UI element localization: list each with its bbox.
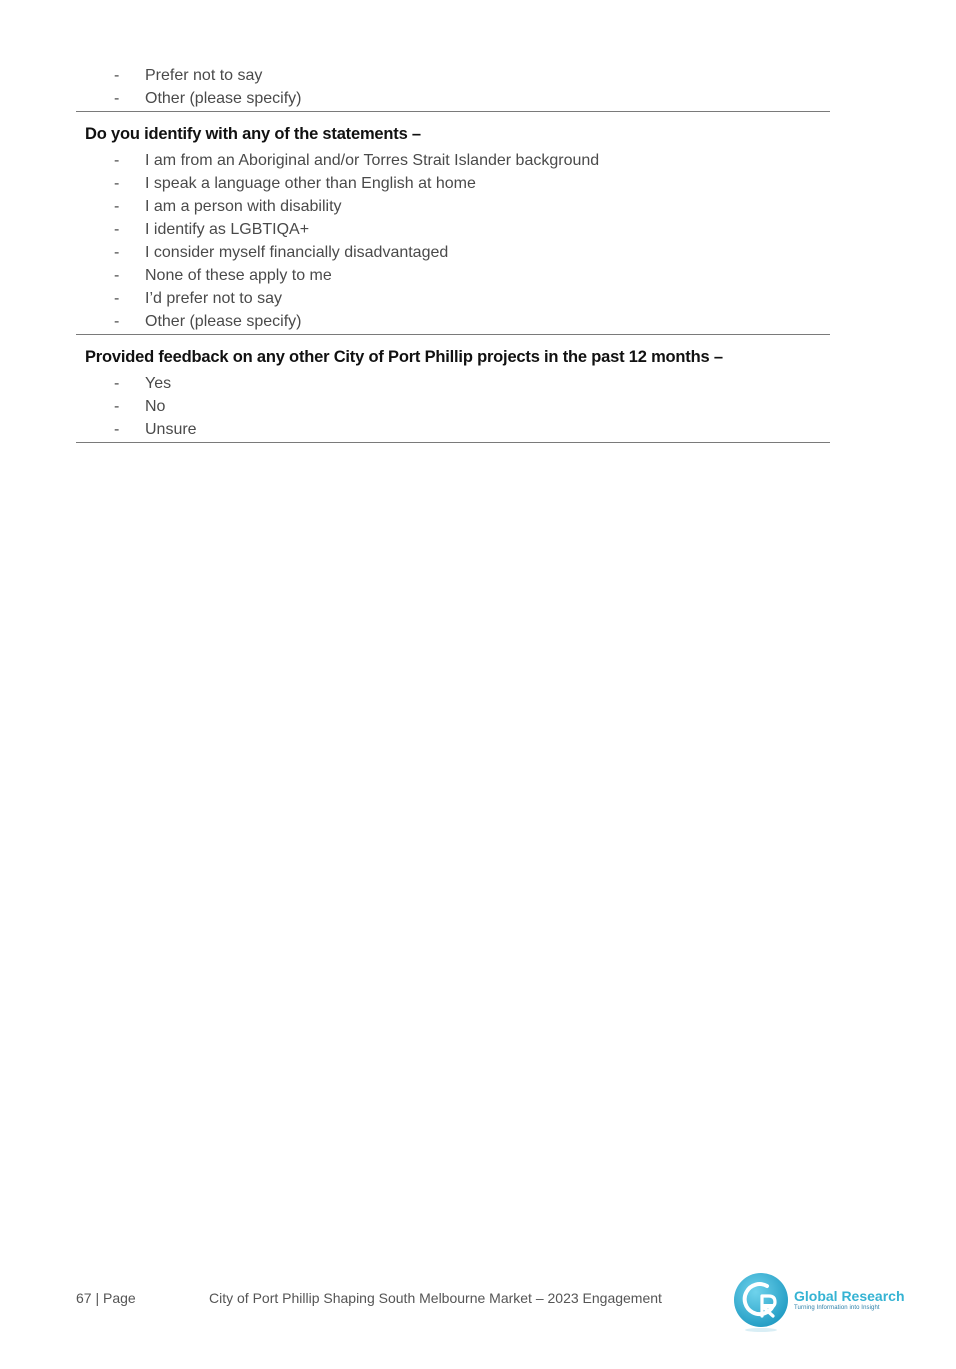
questionnaire-content xyxy=(76,64,830,443)
option-text: Prefer not to say xyxy=(145,67,263,84)
option-list xyxy=(76,149,830,333)
list-item xyxy=(76,195,830,218)
bullet-dash: - xyxy=(114,90,120,107)
option-text: I am from an Aboriginal and/or Torres Strait Islander background xyxy=(145,152,600,169)
list-item xyxy=(76,241,830,264)
option-text: None of these apply to me xyxy=(145,267,332,284)
bullet-dash: - xyxy=(114,313,120,330)
question-section xyxy=(76,123,830,335)
bullet-dash: - xyxy=(114,244,120,261)
gr-logo-icon xyxy=(733,1272,791,1332)
question-section xyxy=(76,346,830,443)
bullet-dash: - xyxy=(114,152,120,169)
list-item xyxy=(76,172,830,195)
bullet-dash: - xyxy=(114,198,120,215)
option-list xyxy=(76,64,830,110)
option-text: I am a person with disability xyxy=(145,198,342,215)
option-text: Unsure xyxy=(145,421,197,438)
list-item xyxy=(76,264,830,287)
bullet-dash: - xyxy=(114,421,120,438)
list-item xyxy=(76,149,830,172)
question-title: Provided feedback on any other City of Port Phillip projects in the past 12 months – xyxy=(85,348,723,366)
bullet-dash: - xyxy=(114,267,120,284)
footer-document-title: City of Port Phillip Shaping South Melbourne Market – 2023 Engagement xyxy=(209,1290,662,1306)
page-number: 67 | Page xyxy=(76,1290,136,1306)
bullet-dash: - xyxy=(114,221,120,238)
section-divider xyxy=(76,111,830,112)
list-item xyxy=(76,287,830,310)
list-item xyxy=(76,395,830,418)
list-item xyxy=(76,372,830,395)
question-section xyxy=(76,64,830,112)
bullet-dash: - xyxy=(114,175,120,192)
list-item xyxy=(76,87,830,110)
logo-tagline: Turning Information into Insight xyxy=(794,1305,880,1311)
logo-name: Global Research xyxy=(794,1288,905,1304)
bullet-dash: - xyxy=(114,67,120,84)
list-item xyxy=(76,418,830,441)
bullet-dash: - xyxy=(114,290,120,307)
option-text: I’d prefer not to say xyxy=(145,290,282,307)
list-item xyxy=(76,218,830,241)
option-text: I identify as LGBTIQA+ xyxy=(145,221,310,238)
section-divider xyxy=(76,334,830,335)
option-text: Other (please specify) xyxy=(145,90,302,107)
global-research-logo xyxy=(733,1272,913,1332)
option-text: I speak a language other than English at home xyxy=(145,175,476,192)
option-list xyxy=(76,372,830,441)
option-text: I consider myself financially disadvantaged xyxy=(145,244,449,261)
option-text: No xyxy=(145,398,166,415)
option-text: Other (please specify) xyxy=(145,313,302,330)
option-text: Yes xyxy=(145,375,172,392)
section-divider xyxy=(76,442,830,443)
list-item xyxy=(76,64,830,87)
list-item xyxy=(76,310,830,333)
bullet-dash: - xyxy=(114,398,120,415)
bullet-dash: - xyxy=(114,375,120,392)
question-title: Do you identify with any of the statements – xyxy=(85,125,421,143)
